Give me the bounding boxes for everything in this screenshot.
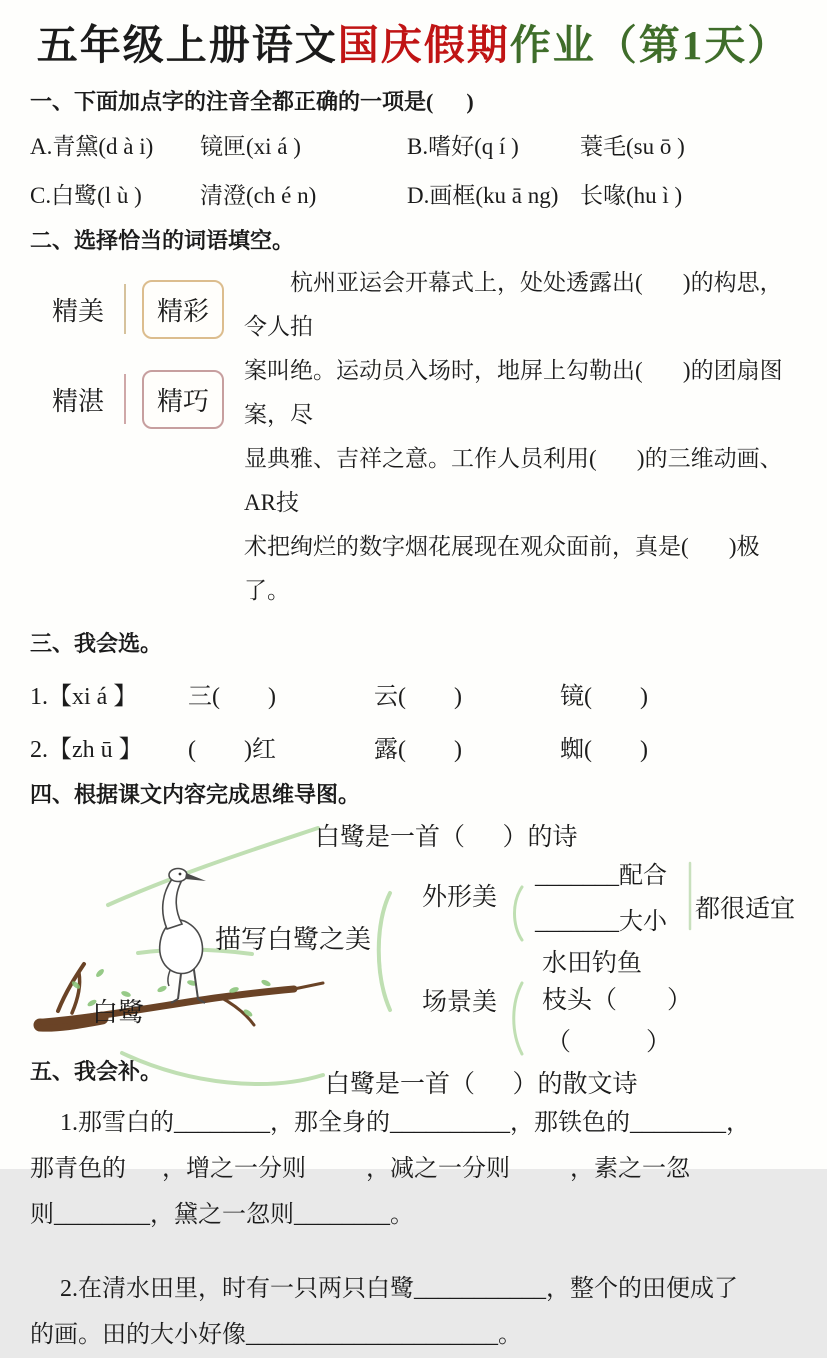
q4-scene-item-2: 枝头（ ） [542, 987, 693, 1015]
q3-row2-label: 2.【zh ū 】 [30, 737, 143, 764]
title-part-red: 国庆假期 [337, 22, 510, 68]
section-q5 [30, 1055, 797, 1358]
q4-bird-label: 白鹭 [92, 998, 145, 1028]
q2-word-bank [30, 259, 244, 613]
title-part-green: 作业（第1天） [509, 22, 791, 68]
q2-word-jingmei: 精美 [52, 296, 105, 326]
q5-item1-line-2: 那青色的 ，增之一分则 ，减之一分则 ，素之一忽 [30, 1156, 690, 1183]
q3-row2-item-2: 露( ) [374, 737, 462, 764]
q2-heading: 二、选择恰当的词语填空。 [30, 228, 295, 254]
q3-row1-item-2: 云( ) [374, 684, 462, 711]
q1-option-a1: A.青黛(d à i) [30, 134, 154, 160]
q2-word-jingqiao-boxed: 精巧 [142, 370, 224, 429]
q5-item2-line-1: 2.在清水田里，时有一只两只白鹭___________，整个的田便成了 [60, 1276, 738, 1303]
q3-row2-item-1: ( )红 [188, 737, 276, 764]
page-title [30, 20, 797, 71]
shape-brace [515, 887, 523, 940]
section-q1 [30, 85, 797, 210]
q4-shape-blank-1: _______配合 [535, 863, 667, 890]
section-q2 [30, 224, 797, 613]
q3-row-2 [30, 729, 797, 764]
center-brace [379, 893, 390, 1010]
mindmap-illustration [30, 813, 797, 1085]
q4-heading: 四、根据课文内容完成思维导图。 [30, 782, 361, 808]
q4-shape-note: 都很适宜 [695, 896, 796, 924]
q4-scene-item-1: 水田钓鱼 [542, 950, 643, 978]
q3-row1-label: 1.【xi á 】 [30, 684, 138, 711]
q2-word-pair-1 [30, 277, 244, 341]
egret-neck [163, 879, 182, 929]
q4-poem-line: 白鹭是一首（ ）的诗 [315, 824, 578, 852]
q1-row-a [30, 128, 797, 161]
q1-row-c [30, 177, 797, 210]
egret-head [169, 869, 187, 882]
q1-option-b2: 蓑毛(su ō ) [580, 134, 685, 160]
q2-passage-line-3: 显典雅、吉祥之意。工作人员利用( )的三维动画、AR技 [244, 446, 783, 516]
q4-scene-item-3: （ ） [546, 1029, 672, 1057]
q1-option-d2: 长喙(hu ì ) [580, 183, 683, 209]
q1-option-c2: 清澄(ch é n) [200, 183, 317, 209]
section-q4 [30, 778, 797, 1099]
divider-line [124, 284, 126, 334]
section-q3 [30, 627, 797, 764]
q2-word-jingcai-boxed: 精彩 [142, 280, 224, 339]
q4-center-node: 描写白鹭之美 [215, 925, 372, 955]
q5-item1-line-1: 1.那雪白的________，那全身的__________，那铁色的________， [60, 1110, 750, 1137]
connector-line-poem [108, 828, 318, 905]
q2-passage [244, 261, 797, 613]
q3-row2-item-3: 蜘( ) [560, 737, 648, 764]
q3-heading: 三、我会选。 [30, 631, 163, 657]
q2-body [30, 259, 797, 613]
divider-line [124, 374, 126, 424]
q4-scene-label: 场景美 [422, 989, 498, 1017]
q2-passage-line-2: 案叫绝。运动员入场时，地屏上勾勒出( )的团扇图案，尽 [244, 358, 783, 428]
q5-item1-line-3: 则________，黛之一忽则________。 [30, 1202, 414, 1229]
q4-shape-blank-2: _______大小 [535, 909, 667, 936]
q1-heading: 一、下面加点字的注音全都正确的一项是( ) [30, 89, 474, 115]
q4-prose-line: 白鹭是一首（ ）的散文诗 [325, 1071, 638, 1099]
q2-word-jingzhan: 精湛 [52, 386, 105, 416]
connector-line-prose [122, 1053, 323, 1084]
scene-brace [514, 983, 522, 1054]
egret-eye [179, 873, 182, 876]
q5-heading: 五、我会补。 [30, 1059, 163, 1085]
q2-word-pair-2 [30, 367, 244, 431]
q2-passage-line-4: 术把绚烂的数字烟花展现在观众面前，真是( )极了。 [244, 534, 760, 604]
q3-row-1 [30, 676, 797, 711]
title-part-black: 五年级上册语文 [36, 22, 338, 68]
egret-beak [185, 873, 206, 881]
q5-item2-line-2: 的画。田的大小好像_____________________。 [30, 1322, 522, 1349]
q3-row1-item-1: 三( ) [188, 684, 276, 711]
egret-illustration [160, 869, 206, 1004]
q4-mindmap [30, 813, 797, 1099]
q1-option-a2: 镜匣(xi á ) [200, 134, 301, 160]
q3-row1-item-3: 镜( ) [560, 684, 648, 711]
q4-shape-label: 外形美 [422, 884, 498, 912]
q1-option-c1: C.白鹭(l ù ) [30, 183, 142, 209]
q2-passage-line-1: 杭州亚运会开幕式上，处处透露出( )的构思，令人拍 [244, 270, 783, 340]
q1-option-d1: D.画框(ku ā ng) [407, 183, 559, 209]
q1-option-b1: B.嗜好(q í ) [407, 134, 519, 160]
